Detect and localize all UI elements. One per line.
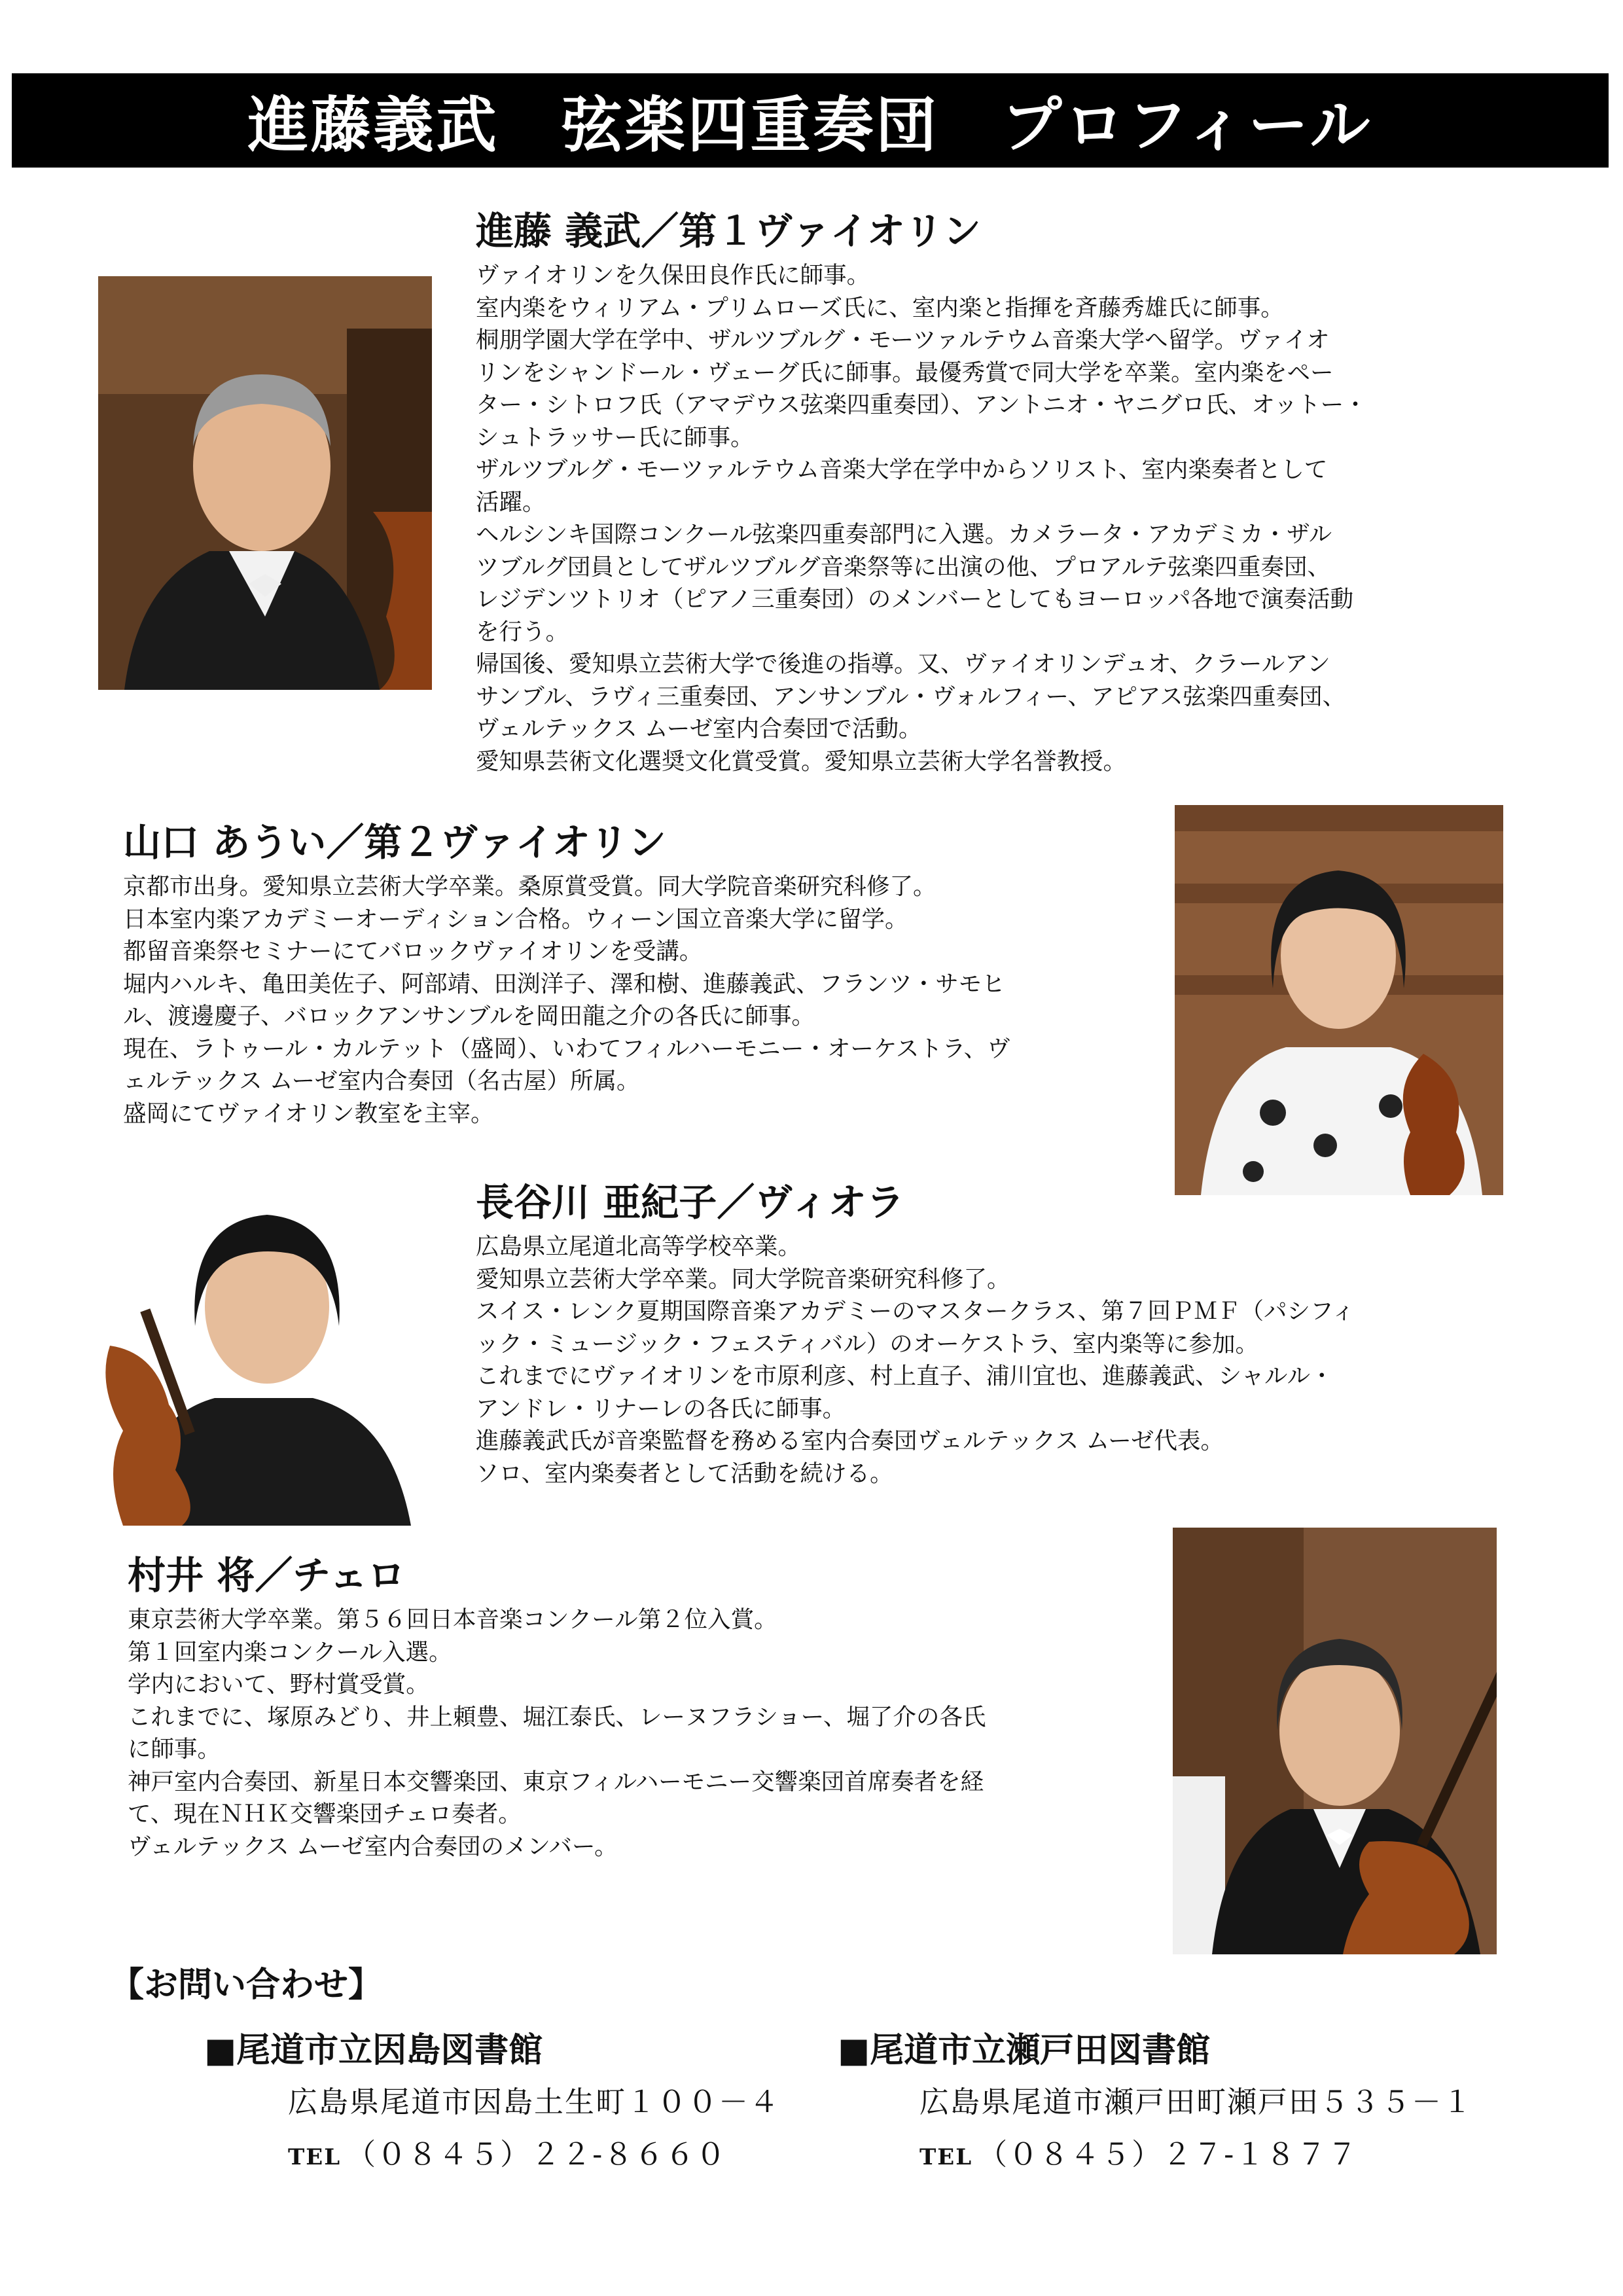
portrait-shindo-photo	[98, 276, 432, 690]
bio-line: ザルツブルグ・モーツァルテウム音楽大学在学中からソリスト、室内楽奏者として	[476, 456, 1328, 483]
bio-line: ル、渡邊慶子、バロックアンサンブルを岡田龍之介の各氏に師事。	[123, 1003, 815, 1030]
bio-line: 盛岡にてヴァイオリン教室を主宰。	[123, 1100, 494, 1127]
library-setoda-tel	[919, 2130, 1358, 2173]
bio-line: 堀内ハルキ、亀田美佐子、阿部靖、田渕洋子、澤和樹、進藤義武、フランツ・サモヒ	[123, 970, 1005, 997]
bio-line: 京都市出身。愛知県立芸術大学卒業。桑原賞受賞。同大学院音楽研究科修了。	[123, 873, 936, 900]
bio-line: 広島県立尾道北高等学校卒業。	[476, 1233, 802, 1260]
bio-line: 活躍。	[476, 488, 546, 516]
bio-line: 神戸室内合奏団、新星日本交響楽団、東京フィルハーモニー交響楽団首席奏者を経	[128, 1768, 984, 1795]
bio-line: 桐朋学園大学在学中、ザルツブルグ・モーツァルテウム音楽大学へ留学。ヴァイオ	[476, 327, 1330, 353]
portrait-murai-photo	[1173, 1528, 1497, 1954]
bio-line: スイス・レンク夏期国際音楽アカデミーのマスタークラス、第７回ＰＭＦ（パシフィ	[476, 1298, 1355, 1325]
bio-line: ツブルグ団員としてザルツブルグ音楽祭等に出演の他、プロアルテ弦楽四重奏団、	[476, 553, 1331, 581]
library-setoda-address: 広島県尾道市瀬戸田町瀬戸田５３５－１	[919, 2085, 1474, 2119]
bio-line: ェルテックス ムーゼ室内合奏団（名古屋）所属。	[123, 1067, 640, 1094]
bio-line: ヴァイオリンを久保田良作氏に師事。	[476, 262, 870, 289]
member-shindo	[476, 207, 1497, 778]
bio-line: を行う。	[476, 618, 569, 645]
bio-line: レジデンツトリオ（ピアノ三重奏団）のメンバーとしてもヨーロッパ各地で演奏活動	[476, 586, 1354, 613]
bio-line: 愛知県芸術文化選奨文化賞受賞。愛知県立芸術大学名誉教授。	[476, 747, 1127, 775]
bio-line: 都留音楽祭セミナーにてバロックヴァイオリンを受講。	[123, 938, 703, 965]
library-setoda-name: ■尾道市立瀬戸田図書館	[838, 2030, 1211, 2070]
bio-line: 愛知県立芸術大学卒業。同大学院音楽研究科修了。	[476, 1265, 1010, 1293]
bio-line: ヴェルテックス ムーゼ室内合奏団で活動。	[476, 715, 922, 742]
member-murai	[128, 1551, 1149, 1863]
bio-line: アンドレ・リナーレの各氏に師事。	[476, 1395, 846, 1422]
member-name: 山口 あうい／第２ヴァイオリン	[123, 820, 666, 865]
bio-line: シュトラッサー氏に師事。	[476, 423, 754, 451]
tel-icon: TEL	[288, 2144, 342, 2170]
member-yamaguchi	[123, 818, 1144, 1130]
bio-line: ヘルシンキ国際コンクール弦楽四重奏部門に入選。カメラータ・アカデミカ・ザル	[476, 521, 1332, 548]
library-innoshima-tel	[288, 2130, 726, 2173]
portrait-hasegawa-photo	[97, 1156, 432, 1526]
bio-line: ター・シトロフ氏（アマデウス弦楽四重奏団）、アントニオ・ヤニグロ氏、オットー・	[476, 391, 1367, 418]
member-name: 村井 将／チェロ	[128, 1553, 406, 1598]
bio-line: に師事。	[128, 1736, 221, 1763]
bio-line: 現在、ラトゥール・カルテット（盛岡）、いわてフィルハーモニー・オーケストラ、ヴ	[123, 1035, 1010, 1062]
tel-icon: TEL	[919, 2144, 973, 2170]
bio-line: これまでに、塚原みどり、井上頼豊、堀江泰氏、レーヌフラショー、堀了介の各氏	[128, 1703, 986, 1731]
member-name: 進藤 義武／第１ヴァイオリン	[476, 209, 981, 253]
library-innoshima-address: 広島県尾道市因島土生町１００－４	[288, 2085, 781, 2119]
member-name: 長谷川 亜紀子／ヴィオラ	[476, 1180, 904, 1225]
member-bio	[123, 870, 1144, 1130]
library-innoshima-name: ■尾道市立因島図書館	[204, 2030, 543, 2070]
bio-line: これまでにヴァイオリンを市原利彦、村上直子、浦川宜也、進藤義武、シャルル・	[476, 1363, 1334, 1390]
bio-line: 学内において、野村賞受賞。	[128, 1671, 429, 1698]
tel-number: （０８４５）２２-８６６０	[346, 2137, 727, 2172]
bio-line: ソロ、室内楽奏者として活動を続ける。	[476, 1460, 893, 1487]
page-title: 進藤義武 弦楽四重奏団 プロフィール	[12, 73, 1609, 168]
bio-line: サンブル、ラヴィ三重奏団、アンサンブル・ヴォルフィー、アピアス弦楽四重奏団、	[476, 683, 1346, 710]
bio-line: ック・ミュージック・フェスティバル）のオーケストラ、室内楽等に参加。	[476, 1330, 1258, 1357]
bio-line: 日本室内楽アカデミーオーディション合格。ウィーン国立音楽大学に留学。	[123, 905, 908, 933]
bio-line: て、現在ＮＨＫ交響楽団チェロ奏者。	[128, 1801, 522, 1827]
bio-line: リンをシャンドール・ヴェーグ氏に師事。最優秀賞で同大学を卒業。室内楽をペー	[476, 359, 1334, 386]
portrait-yamaguchi-photo	[1175, 805, 1503, 1195]
bio-line: ヴェルテックス ムーゼ室内合奏団のメンバー。	[128, 1833, 618, 1860]
member-bio	[128, 1604, 1149, 1863]
bio-line: 第１回室内楽コンクール入選。	[128, 1638, 452, 1666]
bio-line: 帰国後、愛知県立芸術大学で後進の指導。又、ヴァイオリンデュオ、クラールアン	[476, 651, 1330, 677]
member-bio	[476, 1230, 1497, 1490]
member-hasegawa	[476, 1178, 1497, 1490]
member-bio	[476, 259, 1497, 778]
bio-line: 東京芸術大学卒業。第５６回日本音楽コンクール第２位入賞。	[128, 1606, 777, 1633]
tel-number: （０８４５）２７-１８７７	[978, 2137, 1359, 2172]
contact-title: 【お問い合わせ】	[110, 1965, 383, 2005]
bio-line: 室内楽をウィリアム・プリムローズ氏に、室内楽と指揮を斉藤秀雄氏に師事。	[476, 294, 1284, 321]
bio-line: 進藤義武氏が音楽監督を務める室内合奏団ヴェルテックス ムーゼ代表。	[476, 1427, 1224, 1454]
